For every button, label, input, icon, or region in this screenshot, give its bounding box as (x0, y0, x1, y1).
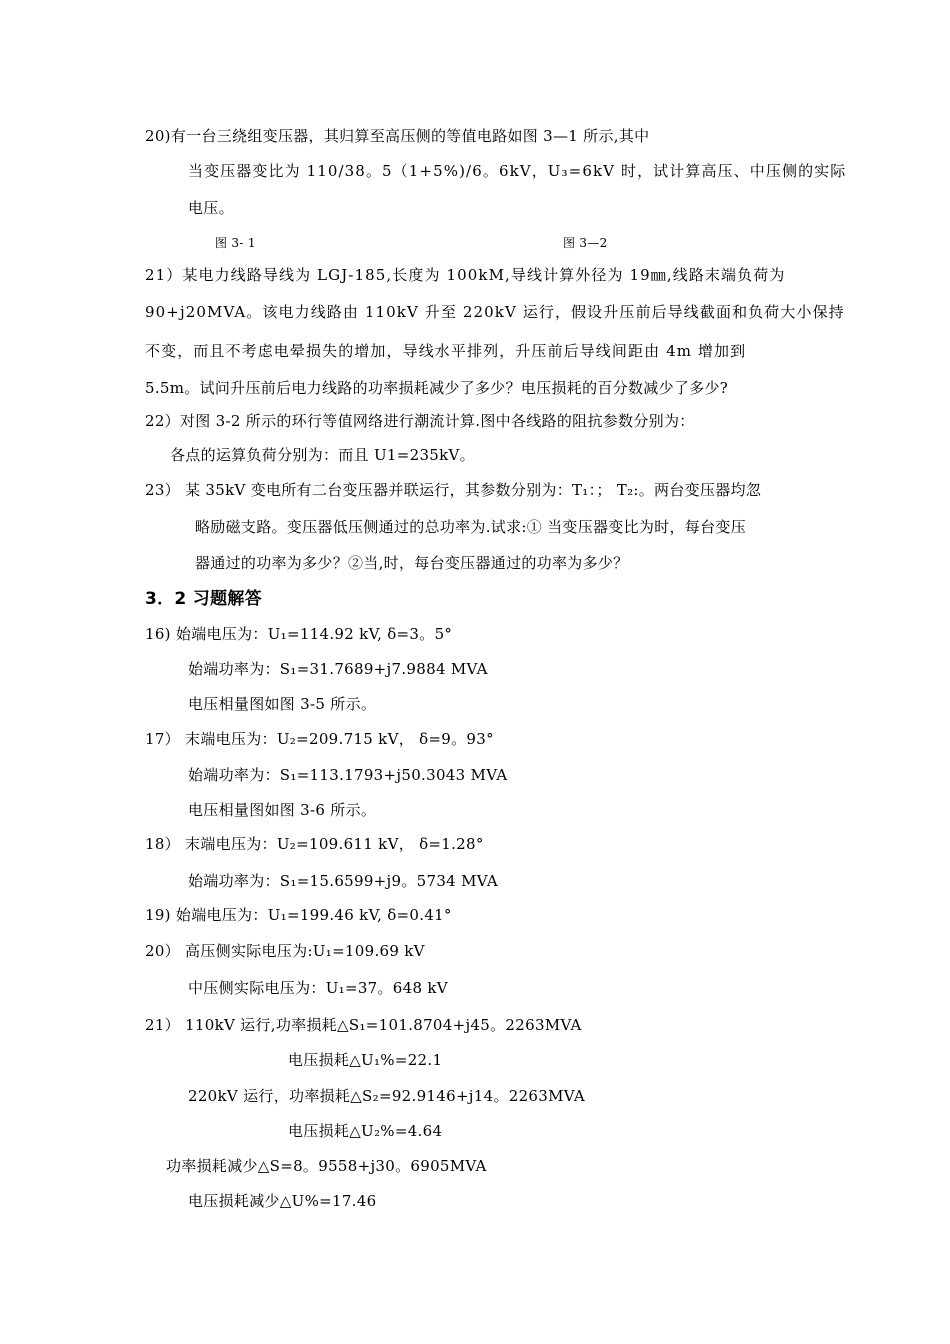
answer-17-line-3: 电压相量图如图 3-6 所示。 (188, 801, 377, 819)
answer-17-line-2: 始端功率为：S₁=113.1793+j50.3043 MVA (188, 766, 508, 784)
answer-21-line-6: 电压损耗减少△U%=17.46 (188, 1192, 377, 1210)
figure-3-1-caption: 图 3- 1 (215, 236, 256, 250)
answer-16-line-1: 16) 始端电压为：U₁=114.92 kV, δ=3。5° (145, 625, 453, 643)
problem-23-line-2: 略励磁支路。变压器低压侧通过的总功率为.试求:① 当变压器变比为时，每台变压 (195, 518, 746, 536)
problem-23-line-1: 23） 某 35kV 变电所有二台变压器并联运行，其参数分别为：T₁：； T₂:。两台变压器均忽 (145, 481, 762, 499)
problem-22-line-2: 各点的运算负荷分别为：而且 U1=235kV。 (170, 446, 475, 464)
answer-18-line-2: 始端功率为：S₁=15.6599+j9。5734 MVA (188, 872, 498, 890)
answer-21-line-2: 电压损耗△U₁%=22.1 (288, 1051, 443, 1069)
answer-21-line-5: 功率损耗减少△S=8。9558+j30。6905MVA (166, 1157, 487, 1175)
problem-22-line-1: 22）对图 3-2 所示的环行等值网络进行潮流计算.图中各线路的阻抗参数分别为： (145, 412, 695, 430)
answer-21-line-3: 220kV 运行，功率损耗△S₂=92.9146+j14。2263MVA (188, 1087, 586, 1105)
figure-3-2-caption: 图 3—2 (563, 236, 608, 250)
answer-21-line-4: 电压损耗△U₂%=4.64 (288, 1122, 443, 1140)
problem-20-line-2: 当变压器变比为 110/38。5（1+5%)/6。6kV，U₃=6kV 时，试计算高压、中压侧的实际 (188, 162, 847, 180)
answer-16-line-3: 电压相量图如图 3-5 所示。 (188, 695, 377, 713)
problem-21-line-4: 5.5m。试问升压前后电力线路的功率损耗减少了多少？电压损耗的百分数减少了多少? (145, 379, 729, 397)
answer-19-line-1: 19) 始端电压为：U₁=199.46 kV, δ=0.41° (145, 906, 452, 924)
answer-18-line-1: 18） 末端电压为：U₂=109.611 kV， δ=1.28° (145, 835, 484, 853)
problem-20-line-1: 20)有一台三绕组变压器，其归算至高压侧的等值电路如图 3—1 所示,其中 (145, 127, 650, 145)
problem-21-line-3: 不变，而且不考虑电晕损失的增加，导线水平排列，升压前后导线间距由 4m 增加到 (145, 342, 747, 360)
problem-21-line-2: 90+j20MVA。该电力线路由 110kV 升至 220kV 运行，假设升压前后导线截面和负荷大小保持 (145, 303, 845, 321)
answer-17-line-1: 17） 末端电压为：U₂=209.715 kV， δ=9。93° (145, 730, 494, 748)
problem-20-line-3: 电压。 (188, 199, 234, 217)
problem-23-line-3: 器通过的功率为多少？②当,时，每台变压器通过的功率为多少？ (195, 554, 629, 572)
problem-21-line-1: 21）某电力线路导线为 LGJ-185,长度为 100kM,导线计算外径为 19㎜,线路末端负荷为 (145, 266, 786, 284)
section-heading: 3．2 习题解答 (145, 589, 262, 609)
answer-20-line-2: 中压侧实际电压为：U₁=37。648 kV (188, 979, 448, 997)
answer-20-line-1: 20） 高压侧实际电压为:U₁=109.69 kV (145, 942, 425, 960)
answer-21-line-1: 21） 110kV 运行,功率损耗△S₁=101.8704+j45。2263MVA (145, 1016, 582, 1034)
answer-16-line-2: 始端功率为：S₁=31.7689+j7.9884 MVA (188, 660, 488, 678)
